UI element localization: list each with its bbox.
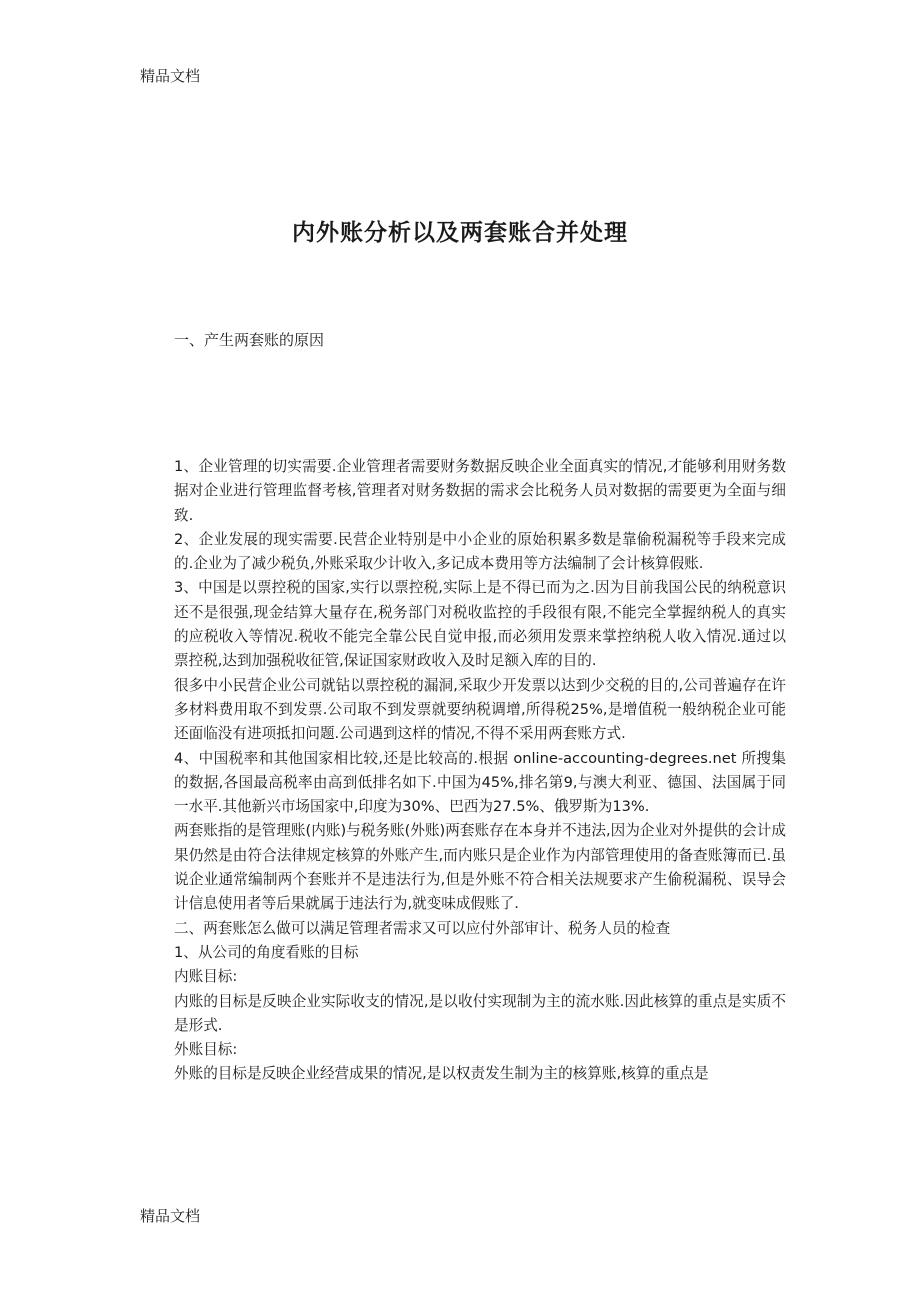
paragraph: 两套账指的是管理账(内账)与税务账(外账)两套账存在本身并不违法,因为企业对外提供的会计成果仍然是由符合法律规定核算的外账产生,而内账只是企业作为内部管理使用的备查账簿而已.虽说企业通常编制两个套账并不是违法行为,但是外账不符合相关法规要求产生偷税漏税、误导会计信息使用者等后果就属于违法行为,就变味成假账了. [174, 822, 786, 913]
header-watermark-text: 精品文档 [140, 67, 201, 85]
paragraph: 3、中国是以票控税的国家,实行以票控税,实际上是不得已而为之.因为目前我国公民的纳税意识还不是很强,现金结算大量存在,税务部门对税收监控的手段很有限,不能完全掌握纳税人的真实的应税收入等情况.税收不能完全靠公民自觉申报,而必须用发票来掌控纳税人收入情况.通过以票控税,达到加强税收征管,保证国家财政收入及时足额入库的目的. [174, 579, 786, 670]
section-heading-method: 二、两套账怎么做可以满足管理者需求又可以应付外部审计、税务人员的检查 [174, 919, 671, 937]
subheading-company-view: 1、从公司的角度看账的目标 [174, 943, 359, 961]
paragraph: 外账的目标是反映企业经营成果的情况,是以权责发生制为主的核算账,核算的重点是 [174, 1065, 709, 1083]
paragraph: 4、中国税率和其他国家相比较,还是比较高的.根据 online-accounting-degrees.net 所搜集的数据,各国最高税率由高到低排名如下.中国为45%,排名第9,与澳大利亚、德国、法国属于同一水平.其他新兴市场国家中,印度为30%、巴西为27.5%、俄罗斯为13%. [174, 749, 786, 816]
label-external-goal: 外账目标: [174, 1041, 238, 1059]
document-body [174, 455, 786, 1087]
paragraph: 2、企业发展的现实需要.民营企业特别是中小企业的原始积累多数是靠偷税漏税等手段来完成的.企业为了减少税负,外账采取少计收入,多记成本费用等方法编制了会计核算假账. [174, 530, 786, 573]
section-heading-reasons: 一、产生两套账的原因 [174, 331, 325, 349]
paragraph: 很多中小民营企业公司就钻以票控税的漏洞,采取少开发票以达到少交税的目的,公司普遍存在许多材料费用取不到发票.公司取不到发票就要纳税调增,所得税25%,是增值税一般纳税企业可能还面临没有进项抵扣问题.公司遇到这样的情况,不得不采用两套账方式. [174, 676, 786, 743]
document-title: 内外账分析以及两套账合并处理 [292, 220, 628, 246]
paragraph: 1、企业管理的切实需要.企业管理者需要财务数据反映企业全面真实的情况,才能够利用财务数据对企业进行管理监督考核,管理者对财务数据的需求会比税务人员对数据的需要更为全面与细致. [174, 458, 786, 524]
label-internal-goal: 内账目标: [174, 968, 238, 986]
paragraph: 内账的目标是反映企业实际收支的情况,是以收付实现制为主的流水账.因此核算的重点是实质不是形式. [174, 992, 786, 1034]
footer-watermark-text: 精品文档 [140, 1207, 201, 1225]
